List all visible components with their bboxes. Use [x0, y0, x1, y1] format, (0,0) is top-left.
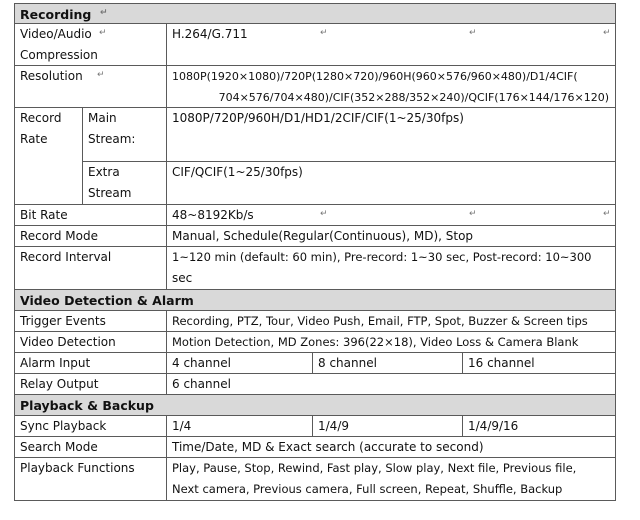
value-sync-playback-1 [166, 415, 313, 437]
value-sync-playback-3 [462, 415, 616, 437]
value-playback-functions [166, 457, 616, 501]
value-text: 8 channel [318, 356, 377, 370]
label-text: Trigger Events [20, 314, 106, 328]
value-relay-output [166, 373, 616, 395]
value-search-mode [166, 436, 616, 458]
label-line: Main [88, 111, 117, 125]
label-line: Rate [20, 132, 48, 146]
section-title: Recording [20, 7, 92, 22]
label-record-interval [14, 246, 167, 290]
label-bit-rate [14, 204, 167, 226]
label-text: Sync Playback [20, 419, 107, 433]
value-record-interval [166, 246, 616, 290]
value-video-detection [166, 331, 616, 353]
value-text: Time/Date, MD & Exact search (accurate to second) [172, 440, 484, 454]
section-header-recording [14, 3, 616, 24]
label-text: Alarm Input [20, 356, 91, 370]
label-text: Video Detection [20, 335, 116, 349]
spec-table [15, 4, 616, 504]
label-text: Playback Functions [20, 461, 135, 475]
label-line: Compression [20, 48, 98, 62]
label-record-mode [14, 225, 167, 247]
label-sync-playback [14, 415, 167, 437]
label-extra-stream [82, 161, 167, 205]
value-trigger-events [166, 310, 616, 332]
section-header-video-detection [14, 289, 616, 311]
cell-mark [603, 208, 611, 220]
value-text: 1/4/9 [318, 419, 349, 433]
value-alarm-input-8 [312, 352, 463, 374]
label-line: Video/Audio [20, 27, 92, 41]
value-main-stream [166, 107, 616, 162]
cell-mark [100, 7, 108, 19]
label-compression [14, 23, 167, 66]
value-extra-stream [166, 161, 616, 205]
label-trigger-events [14, 310, 167, 332]
label-text: Relay Output [20, 377, 99, 391]
label-record-rate [14, 107, 83, 205]
value-text: Recording, PTZ, Tour, Video Push, Email, FTP, Spot, Buzzer & Screen tips [172, 314, 588, 328]
cell-mark [469, 208, 477, 220]
label-video-detection [14, 331, 167, 353]
cell-mark [97, 69, 105, 81]
value-resolution [166, 65, 616, 108]
value-text: 1/4 [172, 419, 192, 433]
cell-mark [320, 27, 328, 39]
value-line: sec [172, 271, 193, 285]
section-title: Video Detection & Alarm [20, 293, 194, 308]
cell-mark [320, 208, 328, 220]
label-text: Record Interval [20, 250, 112, 264]
value-compression [166, 23, 616, 66]
value-text: H.264/G.711 [172, 27, 248, 41]
value-text: 6 channel [172, 377, 231, 391]
value-record-mode [166, 225, 616, 247]
value-text: 16 channel [468, 356, 535, 370]
value-text: 4 channel [172, 356, 231, 370]
value-alarm-input-16 [462, 352, 616, 374]
value-text: CIF/QCIF(1~25/30fps) [172, 165, 303, 179]
value-line: Next camera, Previous camera, Full screen, Repeat, Shuffle, Backup [172, 482, 563, 496]
value-text: Motion Detection, MD Zones: 396(22×18), Video Loss & Camera Blank [172, 335, 579, 349]
label-relay-output [14, 373, 167, 395]
value-text: 1080P/720P/960H/D1/HD1/2CIF/CIF(1~25/30fps) [172, 111, 464, 125]
section-title: Playback & Backup [20, 398, 154, 413]
label-text: Resolution [20, 69, 83, 83]
section-header-playback [14, 394, 616, 416]
label-text: Bit Rate [20, 208, 68, 222]
label-line: Record [20, 111, 62, 125]
label-line: Extra [88, 165, 120, 179]
value-text: 48~8192Kb/s [172, 208, 254, 222]
value-line: 1~120 min (default: 60 min), Pre-record: 1~30 sec, Post-record: 10~300 [172, 250, 592, 264]
label-text: Record Mode [20, 229, 98, 243]
value-text: 1/4/9/16 [468, 419, 519, 433]
label-playback-functions [14, 457, 167, 501]
label-main-stream [82, 107, 167, 162]
value-line: 704×576/704×480)/CIF(352×288/352×240)/QCIF(176×144/176×120) [218, 91, 609, 104]
label-line: Stream: [88, 132, 136, 146]
label-alarm-input [14, 352, 167, 374]
value-bit-rate [166, 204, 616, 226]
value-line: 1080P(1920×1080)/720P(1280×720)/960H(960×576/960×480)/D1/4CIF( [172, 70, 578, 83]
cell-mark [99, 27, 107, 39]
label-line: Stream [88, 186, 132, 200]
cell-mark [603, 27, 611, 39]
value-text: Manual, Schedule(Regular(Continuous), MD), Stop [172, 229, 474, 243]
value-sync-playback-2 [312, 415, 463, 437]
label-text: Search Mode [20, 440, 98, 454]
label-search-mode [14, 436, 167, 458]
cell-mark [469, 27, 477, 39]
value-line: Play, Pause, Stop, Rewind, Fast play, Slow play, Next file, Previous file, [172, 461, 577, 475]
label-resolution [14, 65, 167, 108]
value-alarm-input-4 [166, 352, 313, 374]
